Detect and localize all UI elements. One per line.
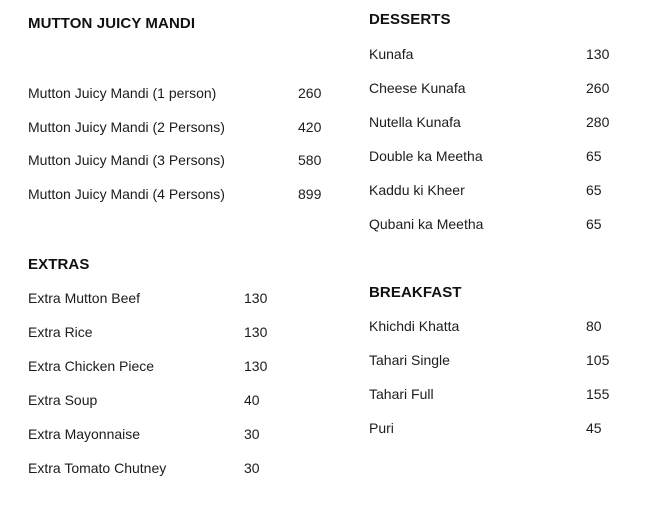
item-name: Extra Mayonnaise: [28, 426, 141, 442]
item-price: 260: [298, 85, 322, 101]
item-price: 65: [586, 148, 602, 164]
mandi-heading: MUTTON JUICY MANDI: [28, 15, 196, 32]
item-price: 130: [244, 358, 268, 374]
item-name: Extra Chicken Piece: [28, 358, 155, 374]
item-price: 130: [244, 290, 268, 306]
item-price: 130: [244, 324, 268, 340]
item-name: Extra Mutton Beef: [28, 290, 141, 306]
item-name: Mutton Juicy Mandi (3 Persons): [28, 152, 225, 168]
item-price: 155: [586, 386, 610, 402]
item-price: 65: [586, 216, 602, 232]
item-price: 420: [298, 119, 322, 135]
item-price: 30: [244, 426, 260, 442]
item-name: Extra Rice: [28, 324, 93, 340]
item-name: Khichdi Khatta: [369, 318, 460, 334]
item-name: Cheese Kunafa: [369, 80, 466, 96]
item-price: 580: [298, 152, 322, 168]
item-name: Nutella Kunafa: [369, 114, 461, 130]
item-price: 130: [586, 46, 610, 62]
item-name: Kaddu ki Kheer: [369, 182, 465, 198]
desserts-heading: DESSERTS: [369, 11, 451, 28]
item-price: 80: [586, 318, 602, 334]
item-name: Mutton Juicy Mandi (4 Persons): [28, 186, 225, 202]
item-price: 45: [586, 420, 602, 436]
item-name: Tahari Single: [369, 352, 450, 368]
item-price: 899: [298, 186, 322, 202]
item-name: Mutton Juicy Mandi (2 Persons): [28, 119, 225, 135]
item-name: Puri: [369, 420, 394, 436]
item-name: Extra Tomato Chutney: [28, 460, 167, 476]
item-name: Extra Soup: [28, 392, 98, 408]
item-name: Kunafa: [369, 46, 414, 62]
item-price: 40: [244, 392, 260, 408]
item-name: Double ka Meetha: [369, 148, 483, 164]
item-name: Qubani ka Meetha: [369, 216, 484, 232]
item-price: 65: [586, 182, 602, 198]
breakfast-heading: BREAKFAST: [369, 284, 462, 301]
item-name: Mutton Juicy Mandi (1 person): [28, 85, 217, 101]
extras-heading: EXTRAS: [28, 256, 90, 273]
item-price: 105: [586, 352, 610, 368]
item-price: 260: [586, 80, 610, 96]
item-price: 30: [244, 460, 260, 476]
item-price: 280: [586, 114, 610, 130]
item-name: Tahari Full: [369, 386, 434, 402]
